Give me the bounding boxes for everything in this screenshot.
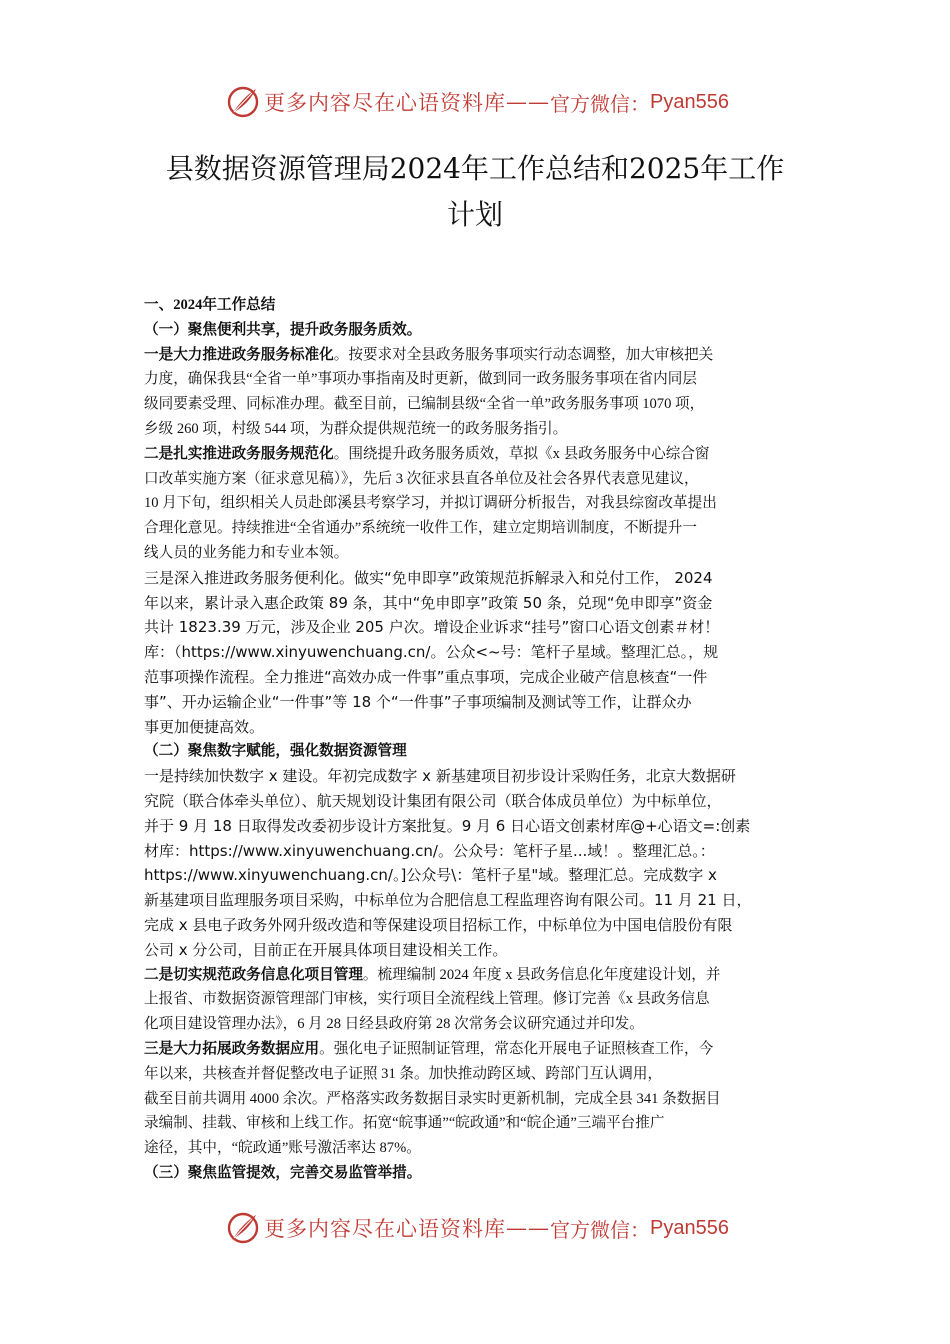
- banner-contact-label: 官方微信：: [550, 91, 650, 116]
- document-body: [144, 293, 808, 1186]
- feather-logo-icon: [226, 1211, 260, 1245]
- banner-slogan: 更多内容尽在心语资料库: [264, 91, 506, 115]
- paragraph-6-line: 截至目前共调用 4000 余次。严格落实政务数据目录实时更新机制，完成全县 341 条数据目: [144, 1090, 721, 1107]
- paragraph-1-lead: 一是大力推进政务服务标准化: [144, 346, 334, 363]
- paragraph-2-line: 线人员的业务能力和专业本领。: [144, 544, 349, 561]
- paragraph-4-line: https://www.xinyuwenchuang.cn/。]公众号\：笔杆子星"域。整理汇总。完成数字 x: [144, 866, 717, 885]
- document-title: [120, 146, 830, 238]
- paragraph-4-line: 材库：https://www.xinyuwenchuang.cn/。公众号：笔杆子星...域！。整理汇总。：: [144, 841, 715, 860]
- paragraph-5-line: 化项目建设管理办法》，6 月 28 日经县政府第 28 次常务会议研究通过并印发。: [144, 1016, 644, 1033]
- paragraph-6-lead: 三是大力拓展政务数据应用: [144, 1040, 320, 1057]
- paragraph-3-line: 共计 1823.39 万元，涉及企业 205 户次。增设企业诉求“挂号”窗口心语文创素＃材！: [144, 618, 720, 637]
- paragraph-5-line: 上报省、市数据资源管理部门审核，实行项目全流程线上管理。修订完善《x 县政务信息: [144, 991, 710, 1008]
- title-line-2: 计划: [446, 198, 503, 231]
- section-heading: 一、2024年工作总结: [144, 297, 276, 313]
- paragraph-1-line: 乡级 260 项，村级 544 项，为群众提供规范统一的政务服务指引。: [144, 420, 568, 437]
- paragraph-2-line: 口改革实施方案（征求意见稿）》，先后 3 次征求县直各单位及社会各界代表意见建议，: [144, 470, 699, 487]
- banner-contact-label: 官方微信：: [550, 1217, 650, 1242]
- banner-dash: ——: [506, 1216, 550, 1240]
- paragraph-2-line: 二是扎实推进政务服务规范化。围绕提升政务服务质效，草拟《x 县政务服务中心综合窗: [144, 445, 710, 462]
- paragraph-5-lead: 二是切实规范政务信息化项目管理: [144, 966, 363, 983]
- paragraph-1-line: 级同要素受理、同标准办理。截至目前，已编制县级“全省一单”政务服务事项 1070 项，: [144, 396, 705, 413]
- title-line-1: 县数据资源管理局2024年工作总结和2025年工作: [165, 152, 785, 185]
- header-banner: [226, 82, 729, 122]
- paragraph-1-line: 力度，确保我县“全省一单”事项办事指南及时更新，做到同一政务服务事项在省内同层: [144, 371, 697, 388]
- paragraph-3-line: 事更加便捷高效。: [144, 717, 265, 736]
- paragraph-3-line: 范事项操作流程。全力推进“高效办成一件事”重点事项，完成企业破产信息核查“一件: [144, 667, 708, 686]
- paragraph-3-line: 年以来，累计录入惠企政策 89 条，其中“免申即享”政策 50 条，兑现“免申即享”资金: [144, 593, 713, 612]
- footer-banner: [226, 1208, 729, 1248]
- paragraph-6-line: 三是大力拓展政务数据应用。强化电子证照制证管理，常态化开展电子证照核查工作，今: [144, 1040, 714, 1057]
- paragraph-4-line: 新基建项目监理服务项目采购，中标单位为合肥信息工程监理咨询有限公司。11 月 21 日，: [144, 891, 752, 910]
- paragraph-2-line: 10 月下旬，组织相关人员赴郎溪县考察学习，并拟订调研分析报告，对我县综窗改革提出: [144, 495, 717, 512]
- paragraph-2-line: 合理化意见。持续推进“全省通办”系统统一收件工作，建立定期培训制度，不断提升一: [144, 520, 697, 537]
- paragraph-4-line: 并于 9 月 18 日取得发改委初步设计方案批复。9 月 6 日心语文创素材库@+心语文=:创素: [144, 816, 751, 835]
- banner-dash: ——: [506, 90, 550, 114]
- paragraph-3-line: 事”、开办运输企业“一件事”等 18 个“一件事”子事项编制及测试等工作，让群众办: [144, 692, 692, 711]
- paragraph-6-line: 途径，其中，“皖政通”账号激活率达 87%。: [144, 1140, 421, 1157]
- paragraph-5-line: 二是切实规范政务信息化项目管理。梳理编制 2024 年度 x 县政务信息化年度建设计划，并: [144, 966, 721, 983]
- subsection-heading-3: （三）聚焦监管提效，完善交易监管举措。: [144, 1164, 422, 1181]
- paragraph-1-line: 一是大力推进政务服务标准化。按要求对全县政务服务事项实行动态调整，加大审核把关: [144, 346, 714, 363]
- subsection-heading-2: （二）聚焦数字赋能，强化数据资源管理: [144, 743, 407, 760]
- paragraph-4-line: 公司 x 分公司，目前正在开展具体项目建设相关工作。: [144, 940, 508, 959]
- paragraph-6-line: 录编制、挂载、审核和上线工作。拓宽“皖事通”“皖政通”和“皖企通”三端平台推广: [144, 1115, 665, 1132]
- paragraph-2-lead: 二是扎实推进政务服务规范化: [144, 445, 334, 462]
- paragraph-4-line: 究院（联合体牵头单位）、航天规划设计集团有限公司（联合体成员单位）为中标单位，: [144, 791, 722, 810]
- subsection-heading-1: （一）聚焦便利共享，提升政务服务质效。: [144, 321, 422, 338]
- paragraph-3-line: 库：（https://www.xinyuwenchuang.cn/。公众<~号：笔杆子星域。整理汇总。，规: [144, 643, 719, 662]
- paragraph-4-line: 一是持续加快数字 x 建设。年初完成数字 x 新基建项目初步设计采购任务，北京大数据研: [144, 767, 736, 786]
- banner-wechat-id: Pyan556: [650, 1216, 729, 1239]
- paragraph-4-line: 完成 x 县电子政务外网升级改造和等保建设项目招标工作，中标单位为中国电信股份有限: [144, 915, 733, 934]
- banner-wechat-id: Pyan556: [650, 90, 729, 113]
- feather-logo-icon: [226, 85, 260, 119]
- banner-slogan: 更多内容尽在心语资料库: [264, 1217, 506, 1241]
- paragraph-3-line: 三是深入推进政务服务便利化。做实“免申即享”政策规范拆解录入和兑付工作， 2024: [144, 568, 713, 587]
- paragraph-6-line: 年以来，共核查并督促整改电子证照 31 条。加快推动跨区域、跨部门互认调用，: [144, 1065, 663, 1082]
